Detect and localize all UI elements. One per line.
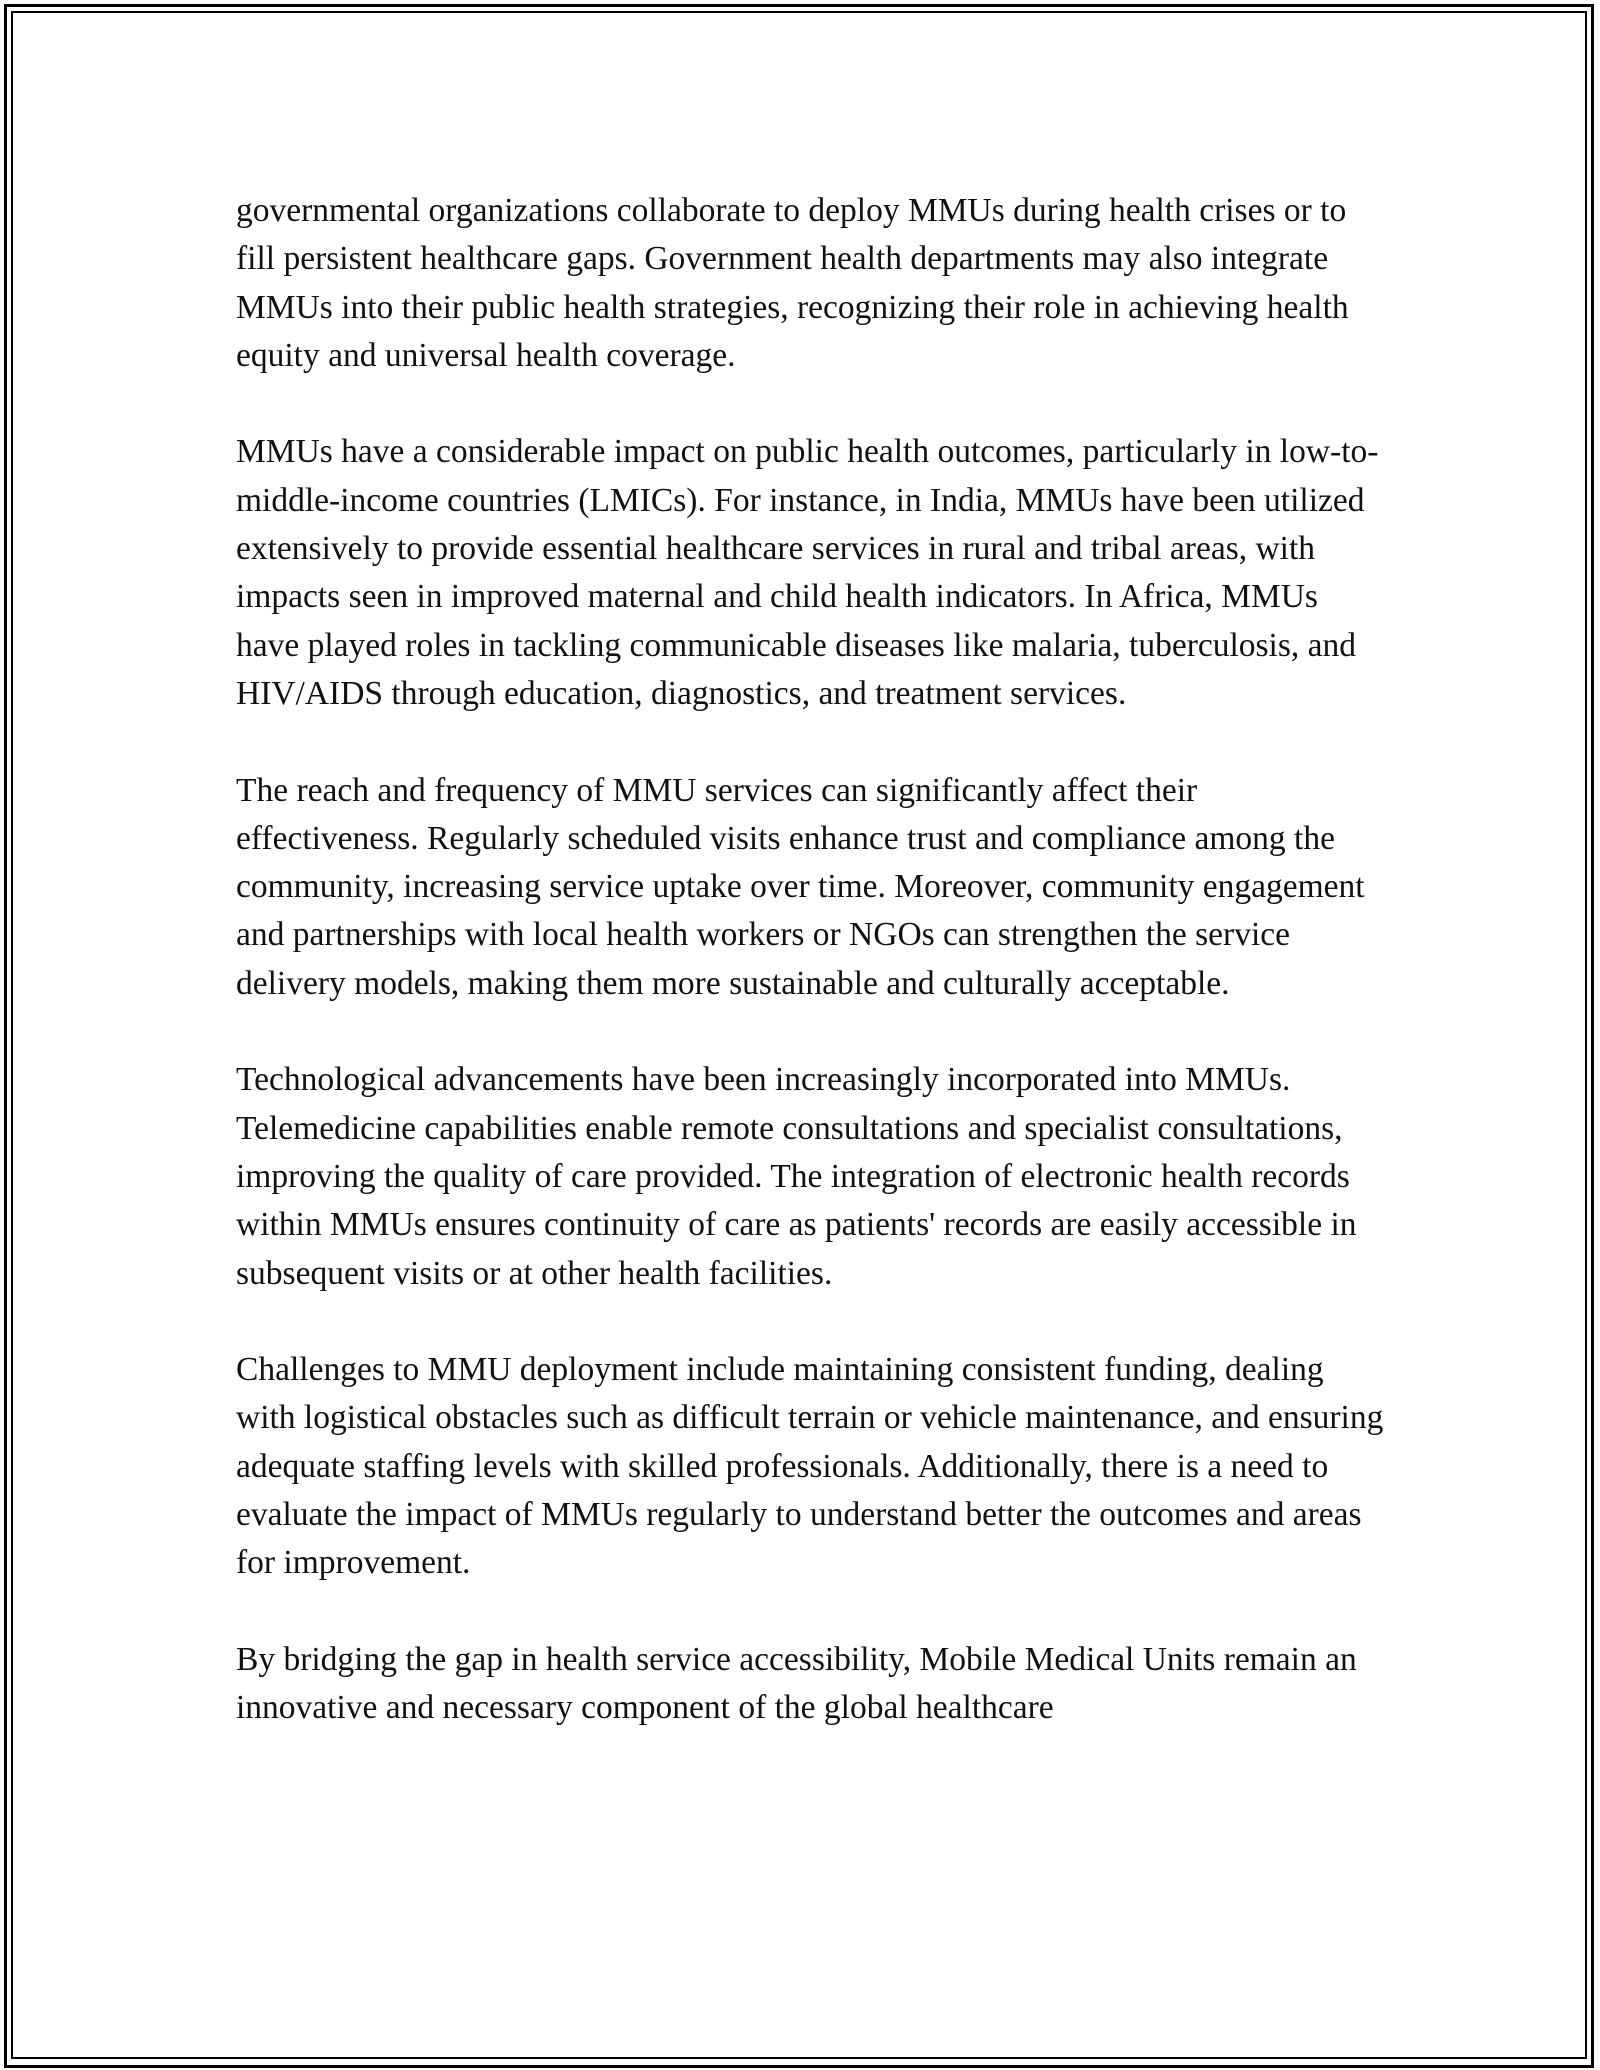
document-body xyxy=(236,187,1386,1733)
paragraph-1: governmental organizations collaborate to deploy MMUs during health crises or to fill persistent healthcare gaps. Government health departments may also integrate MMUs into their public health strategies, recognizing their role in achieving health equity and universal health coverage. xyxy=(236,192,1349,374)
paragraph-3: The reach and frequency of MMU services can significantly affect their effectiveness. Regularly scheduled visits enhance trust and compliance among the community, increasing service uptake over time. Moreover, community engagement and partnerships with local health workers or NGOs can strengthen the service delivery models, making them more sustainable and culturally acceptable. xyxy=(236,771,1365,1002)
paragraph-5: Challenges to MMU deployment include maintaining consistent funding, dealing with logistical obstacles such as difficult terrain or vehicle maintenance, and ensuring adequate staffing levels with skilled professionals. Additionally, there is a need to evaluate the impact of MMUs regularly to understand better the outcomes and areas for improvement. xyxy=(236,1351,1384,1582)
paragraph-4: Technological advancements have been increasingly incorporated into MMUs. Telemedicine capabilities enable remote consultations and specialist consultations, improving the quality of care provided. The integration of electronic health records within MMUs ensures continuity of care as patients' records are easily accessible in subsequent visits or at other health facilities. xyxy=(236,1061,1357,1292)
paragraph-6: By bridging the gap in health service accessibility, Mobile Medical Units remain an innovative and necessary component of the global healthcare xyxy=(236,1640,1357,1727)
paragraph-2: MMUs have a considerable impact on public health outcomes, particularly in low-to-middle-income countries (LMICs). For instance, in India, MMUs have been utilized extensively to provide essential healthcare services in rural and tribal areas, with impacts seen in improved maternal and child health indicators. In Africa, MMUs have played roles in tackling communicable diseases like malaria, tuberculosis, and HIV/AIDS through education, diagnostics, and treatment services. xyxy=(236,433,1379,712)
